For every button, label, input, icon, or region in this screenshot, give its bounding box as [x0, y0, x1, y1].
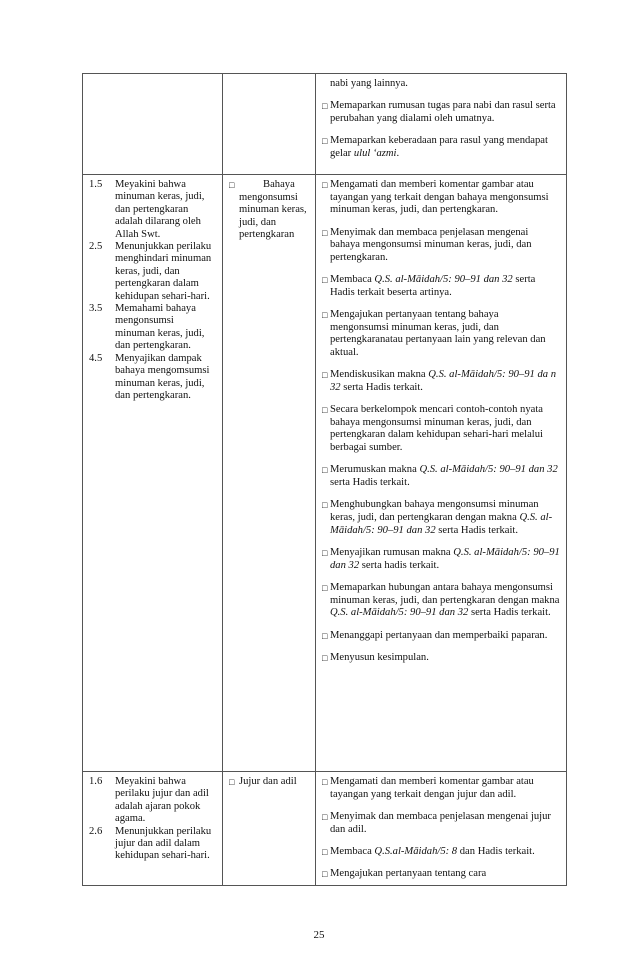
square-bullet-icon: □ [322, 500, 328, 511]
table-row [83, 175, 567, 772]
kompetensi-dasar-cell [83, 175, 223, 772]
square-bullet-icon: □ [322, 227, 328, 238]
activity-text: Q.S. al-Māidah/5: 90–91 dan 32 [330, 512, 553, 536]
kegiatan-cell [316, 74, 567, 175]
activity-text: Membaca [330, 845, 375, 857]
activity-text: Mengajukan pertanyaan tentang bahaya mengonsumsi minuman keras, judi, dan pertengkaranatau pertanyaan lain yang relevan dan aktual. [330, 309, 546, 358]
activity-text: serta Hadis terkait beserta artinya. [330, 274, 536, 298]
activity-text: Q.S. al-Māidah/5: 90–91 dan 32 [374, 274, 513, 286]
table-row [83, 74, 567, 175]
activity-text: Menanggapi pertanyaan dan memperbaiki paparan. [330, 629, 548, 641]
activity-text: Merumuskan makna [330, 464, 420, 476]
activity-text: Menyimak dan membaca penjelasan mengenai jujur dan adil. [330, 810, 551, 835]
activity-item [322, 404, 560, 454]
kd-number: 2.6 [89, 825, 103, 837]
materi-text: Jujur dan adil [239, 776, 297, 787]
square-bullet-icon: □ [322, 548, 328, 559]
activity-text: Q.S. al-Māidah/5: 90–91 dan 32 [330, 607, 469, 619]
kd-number: 2.5 [89, 241, 103, 253]
activity-text: Menyajikan rumusan makna [330, 547, 454, 559]
activity-item [322, 227, 560, 265]
square-bullet-icon: □ [322, 101, 328, 112]
kd-text: Menyajikan dampak bahaya mengomsumsi minuman keras, judi, dan pertengkaran. [115, 352, 210, 401]
kegiatan-cell [316, 772, 567, 886]
kompetensi-dasar-cell [83, 772, 223, 886]
activity-item [322, 179, 560, 217]
activity-item [322, 868, 560, 881]
square-bullet-icon: □ [322, 811, 328, 822]
kd-text: Meyakini bahwa perilaku jujur dan adil adalah ajaran pokok agama. [115, 776, 209, 825]
activity-text: Mengamati dan memberi komentar gambar atau tayangan yang terkait dengan bahaya mengonsumsi minuman keras, judi, dan pertengkaran. [330, 179, 549, 216]
kd-item [89, 303, 216, 353]
activity-text: Q.S. al-Māidah/5: 90–91 da n 32 [330, 369, 556, 393]
activity-item [322, 846, 560, 859]
square-bullet-icon: □ [322, 630, 328, 641]
square-bullet-icon: □ [322, 275, 328, 286]
activity-text: Q.S. al-Māidah/5: 90–91 dan 32 [330, 547, 560, 571]
activity-text: Menyimak dan membaca penjelasan mengenai bahaya mengonsumsi minuman keras, judi, dan pertengkaran. [330, 226, 532, 263]
kd-item [89, 776, 216, 826]
kd-text: Memahami bahaya mengonsumsi minuman keras, judi, dan pertengkaran. [115, 303, 205, 352]
activity-text: Memaparkan hubungan antara bahaya mengonsumsi minuman keras, judi, dan pertengkaran dengan makna [330, 582, 560, 606]
activity-item [322, 582, 560, 620]
activity-text: Mendiskusikan makna [330, 369, 429, 381]
kd-number: 4.5 [89, 352, 103, 364]
activity-item [322, 630, 560, 643]
activity-text: ulul ‘azmi [353, 147, 397, 159]
square-bullet-icon: □ [322, 846, 328, 857]
square-bullet-icon: □ [322, 652, 328, 663]
square-bullet-icon: □ [322, 777, 328, 787]
activity-text: Menyusun kesimpulan. [330, 651, 429, 663]
kd-text: Menunjukkan perilaku menghindari minuman keras, judi, dan pertengkaran dalam kehidupan sehari-hari. [115, 241, 212, 302]
activity-item [322, 499, 560, 537]
materi-text: Bahaya mengonsumsi minuman keras, judi, dan pertengkaran [239, 179, 307, 241]
activity-text: serta Hadis terkait. [330, 477, 410, 489]
kd-number: 1.6 [89, 776, 103, 787]
activity-text: Mengamati dan memberi komentar gambar atau tayangan yang terkait dengan jujur dan adil. [330, 776, 534, 800]
activity-text: dan Hadis terkait. [457, 845, 535, 857]
square-bullet-icon: □ [322, 370, 328, 381]
kd-item [89, 241, 216, 303]
square-bullet-icon: □ [322, 405, 328, 416]
activity-text: Menghubungkan bahaya mengonsumsi minuman keras, judi, dan pertengkaran dengan makna [330, 499, 539, 524]
kd-item [89, 179, 216, 241]
kd-item [89, 826, 216, 863]
activity-item [322, 309, 560, 359]
square-bullet-icon: □ [322, 465, 328, 476]
activity-text: serta hadis terkait. [359, 559, 440, 571]
syllabus-table [82, 73, 567, 886]
activity-item [322, 464, 560, 489]
kompetensi-dasar-cell [83, 74, 223, 175]
activity-item [322, 811, 560, 836]
square-bullet-icon: □ [229, 777, 235, 787]
activity-item [322, 547, 560, 572]
square-bullet-icon: □ [322, 310, 328, 321]
activity-text: serta Hadis terkait. [468, 607, 551, 619]
activity-text: Q.S. al-Māidah/5: 90–91 dan 32 [419, 464, 558, 476]
kegiatan-cell [316, 175, 567, 772]
square-bullet-icon: □ [322, 869, 328, 880]
kd-item [89, 353, 216, 403]
materi-cell [223, 74, 316, 175]
square-bullet-icon: □ [229, 180, 235, 190]
activity-text: Memaparkan keberadaan para rasul yang mendapat gelar [330, 135, 548, 159]
activity-text: . [396, 147, 400, 159]
activity-item [322, 135, 560, 160]
table-row [83, 772, 567, 886]
activity-item [322, 776, 560, 801]
activity-text: Memaparkan rumusan tugas para nabi dan rasul serta perubahan yang dialami oleh umatnya. [330, 100, 556, 124]
activity-text: Q.S.al-Māidah/5: 8 [374, 845, 458, 857]
kd-number: 1.5 [89, 179, 103, 190]
activity-item [322, 652, 560, 665]
activity-text: Membaca [330, 274, 375, 286]
square-bullet-icon: □ [322, 136, 328, 147]
activity-text: Mengajukan pertanyaan tentang cara [330, 868, 487, 880]
square-bullet-icon: □ [322, 583, 328, 594]
page-number: 25 [313, 929, 325, 941]
kd-text: Meyakini bahwa minuman keras, judi, dan pertengkaran adalah dilarang oleh Allah Swt. [115, 179, 205, 240]
kd-text: Menunjukkan perilaku jujur dan adil dalam kehidupan sehari-hari. [115, 825, 212, 862]
kd-number: 3.5 [89, 303, 103, 315]
activity-continuation: nabi yang lainnya. [330, 78, 408, 89]
activity-item [322, 369, 560, 394]
activity-item [322, 274, 560, 299]
activity-text: serta Hadis terkait. [435, 524, 519, 536]
activity-item [322, 100, 560, 125]
activity-text: Secara berkelompok mencari contoh-contoh nyata bahaya mengonsumsi minuman keras, judi, dan pertengkaran dalam kehidupan sehari-hari melalui berbagai sumber. [330, 404, 543, 454]
materi-cell [223, 772, 316, 886]
materi-cell [223, 175, 316, 772]
square-bullet-icon: □ [322, 180, 328, 190]
activity-text: serta Hadis terkait. [340, 381, 423, 393]
